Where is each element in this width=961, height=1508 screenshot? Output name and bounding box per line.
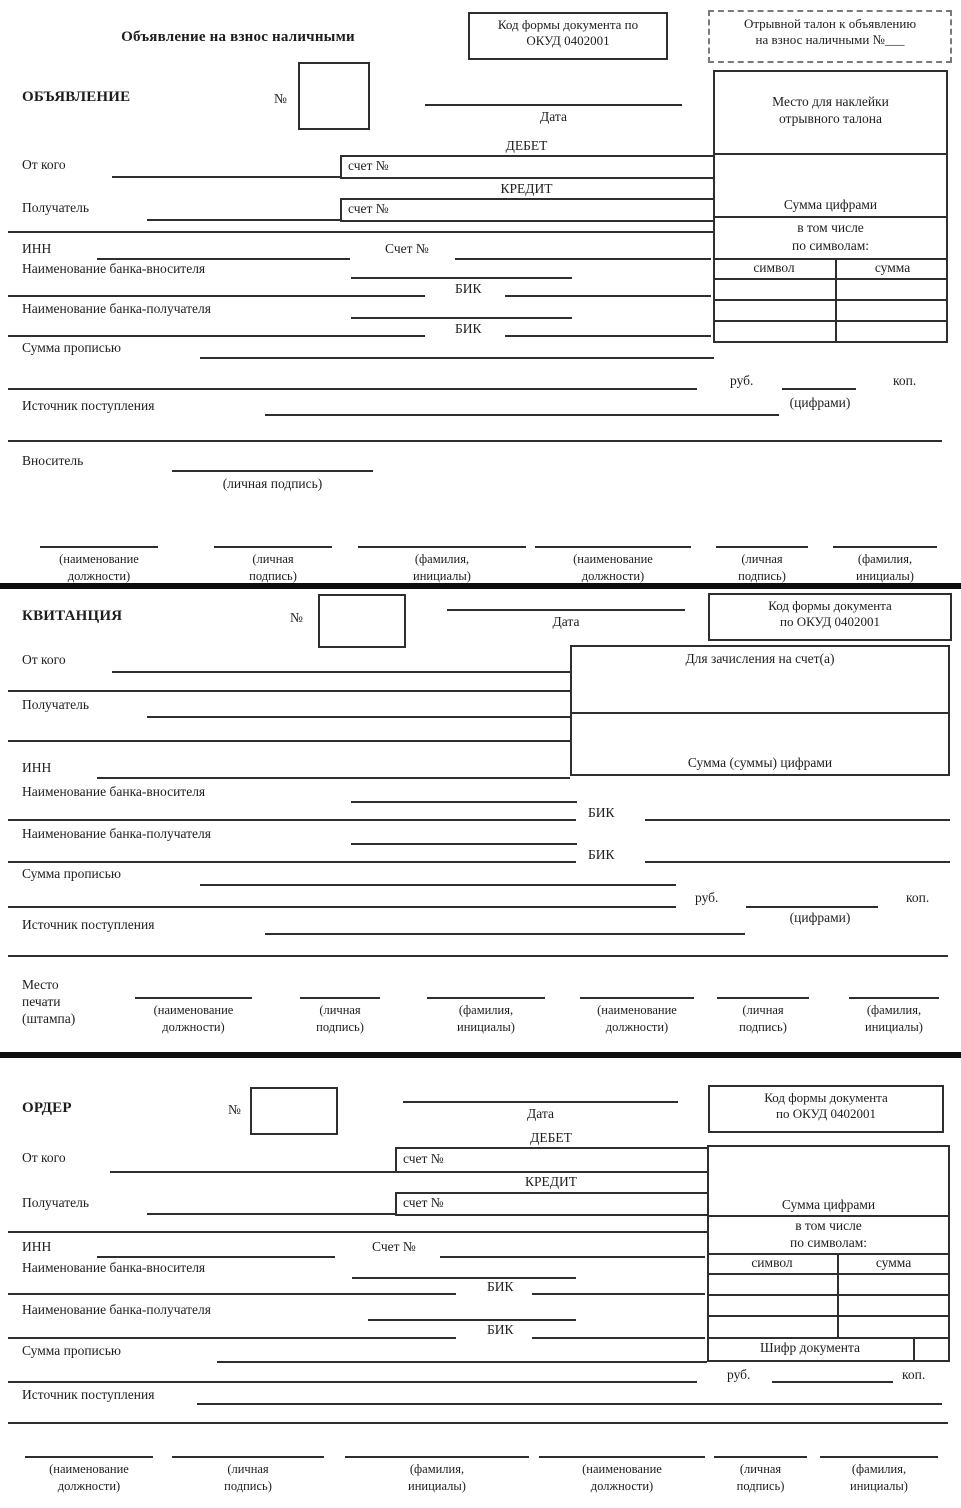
signature-line[interactable] [833,546,937,548]
announcement-inn-label: ИНН [22,241,52,256]
signature-line[interactable] [849,997,939,999]
signature-caption-position [539,1461,705,1495]
receipt-sum-words-label: Сумма прописью [22,866,122,881]
announcement-sum-header: сумма [874,260,911,275]
order-sum-words-line2[interactable] [8,1381,697,1383]
order-credit-account-label: счет № [403,1195,444,1210]
order-bik1-label: БИК [487,1279,514,1294]
caption-line: инициалы) [413,568,471,583]
order-account-uc-line[interactable] [440,1256,705,1258]
caption-line: (наименование [59,552,139,566]
receipt-rub-label: руб. [695,890,719,905]
caption-line: инициалы) [850,1478,908,1493]
order-source-label: Источник поступления [22,1387,155,1402]
sum-digits-cell[interactable] [572,714,948,752]
caption-line: подпись) [249,568,297,583]
order-okud-line2: по ОКУД 0402001 [775,1106,876,1121]
order-kopeks-line[interactable] [772,1381,893,1383]
order-account-uc-label: Счет № [372,1239,416,1254]
signature-line[interactable] [172,1456,324,1458]
announcement-recipient-line[interactable] [147,219,340,221]
announcement-credit-account-box[interactable] [340,198,715,222]
caption-line: (личная [227,1462,269,1476]
signature-caption-name [849,1002,939,1036]
receipt-source-label: Источник поступления [22,917,155,932]
announcement-sum-words-line[interactable] [200,357,714,359]
receipt-okud-line1: Код формы документа [768,598,892,613]
announcement-account-uc-line[interactable] [455,258,711,260]
announcement-source-line[interactable] [265,414,779,416]
receipt-bik2-label: БИК [588,847,615,862]
announcement-bank-recipient-line2[interactable] [8,335,425,337]
order-including-label: в том числе [795,1218,862,1233]
order-bank-recipient-line2[interactable] [8,1337,456,1339]
announcement-credit-account-label: счет № [348,201,389,216]
order-from-line[interactable] [110,1171,395,1173]
caption-line: должности) [581,568,645,583]
announcement-sum-words-line2[interactable] [8,388,697,390]
receipt-from-label: От кого [22,652,66,667]
signature-line[interactable] [820,1456,938,1458]
receipt-bik1-line[interactable] [645,819,950,821]
signature-line[interactable] [300,997,380,999]
receipt-number-box[interactable] [318,594,406,648]
announcement-bank-depositor-line2[interactable] [8,295,425,297]
receipt-okud-line2: по ОКУД 0402001 [779,614,880,629]
receipt-bik2-line[interactable] [645,861,950,863]
announcement-number-sign: № [274,91,287,106]
announcement-source-label: Источник поступления [22,398,155,413]
form-title: Объявление на взнос наличными [121,29,355,45]
signature-caption-name [427,1002,545,1036]
signature-line[interactable] [716,546,808,548]
signature-line[interactable] [25,1456,153,1458]
caption-line: инициалы) [856,568,914,583]
doc-cipher-cell[interactable] [915,1339,948,1360]
caption-line: должности) [605,1019,669,1034]
caption-line: (личная [739,1462,782,1476]
signature-caption-name [345,1461,529,1495]
announcement-including-label: в том числе [797,220,864,235]
credit-account-cell[interactable] [572,670,948,710]
table-divider [713,299,948,301]
order-rub-label: руб. [727,1367,751,1382]
caption-line: должности) [590,1478,654,1493]
order-credit-label: КРЕДИТ [525,1174,577,1189]
signature-line[interactable] [427,997,545,999]
signature-caption-name [358,551,526,585]
table-divider [707,1315,950,1317]
caption-line: (наименование [573,552,653,566]
okud-code-line2: ОКУД 0402001 [526,33,610,48]
receipt-bank-depositor-line[interactable] [351,801,577,803]
order-kop-label: коп. [902,1367,926,1382]
tearoff-talon-line1: Отрывной талон к объявлению [743,16,917,31]
section-separator [0,1052,961,1058]
section-rule [8,955,948,957]
order-number-box[interactable] [250,1087,338,1135]
announcement-bank-depositor-label: Наименование банка-вносителя [22,261,206,276]
announcement-by-symbols-label: по символам: [792,238,869,253]
receipt-recipient-line[interactable] [147,716,570,718]
symbol-cell[interactable] [709,1318,835,1334]
caption-line: (личная [742,1003,784,1017]
caption-line: (наименование [153,1003,234,1017]
sum-cell[interactable] [839,1318,948,1334]
announcement-kop-label: коп. [893,373,917,388]
sum-cell[interactable] [838,323,946,340]
signature-caption-position [40,551,158,585]
signature-line[interactable] [539,1456,705,1458]
section-rule [8,231,713,233]
caption-line: (фамилия, [866,1003,922,1017]
receipt-source-line[interactable] [265,933,745,935]
caption-line: (личная [741,552,783,566]
signature-caption-personal [717,1002,809,1036]
announcement-in-digits-note: (цифрами) [789,395,851,410]
signature-line[interactable] [40,546,158,548]
signature-line[interactable] [535,546,691,548]
caption-line: подпись) [736,1478,785,1493]
receipt-sum-words-line[interactable] [200,884,676,886]
order-title: ОРДЕР [22,1100,72,1116]
order-inn-line[interactable] [97,1256,335,1258]
announcement-sum-digits-label: Сумма цифрами [783,197,878,212]
receipt-bank-recipient-line[interactable] [351,843,577,845]
order-bank-depositor-label: Наименование банка-вносителя [22,1260,206,1275]
order-number-sign: № [228,1102,241,1117]
announcement-bik2-line[interactable] [505,335,711,337]
order-source-line[interactable] [197,1403,942,1405]
tearoff-talon-line2: на взнос наличными №___ [755,32,905,47]
announcement-from-label: От кого [22,157,66,172]
announcement-from-line[interactable] [112,176,340,178]
receipt-kop-label: коп. [906,890,930,905]
caption-line: (наименование [49,1462,129,1476]
signature-caption-position [535,551,691,585]
caption-line: должности) [67,568,131,583]
signature-caption-position [135,1002,252,1036]
receipt-sum-digits-label: Сумма (суммы) цифрами [687,755,833,770]
order-from-label: От кого [22,1150,66,1165]
receipt-date-line[interactable] [447,609,685,611]
signature-caption-name [833,551,937,585]
receipt-bank-recipient-label: Наименование банка-получателя [22,826,211,841]
sum-cell[interactable] [839,1297,948,1313]
section-rule [8,1422,948,1424]
signature-line[interactable] [135,997,252,999]
receipt-inn-label: ИНН [22,760,52,775]
order-sum-words-label: Сумма прописью [22,1343,122,1358]
order-bank-depositor-line2[interactable] [8,1293,456,1295]
announcement-debit-label: ДЕБЕТ [505,138,548,153]
sum-cell[interactable] [838,281,946,298]
announcement-bik1-line[interactable] [505,295,711,297]
announcement-date-line[interactable] [425,104,682,106]
announcement-account-uc-label: Счет № [385,241,429,256]
order-sum-header: сумма [875,1255,912,1270]
caption-line: подпись) [316,1019,364,1034]
receipt-bank-recipient-line2[interactable] [8,861,576,863]
signature-caption-personal [289,1002,391,1036]
caption-line: (фамилия, [857,552,913,566]
signature-line[interactable] [714,1456,807,1458]
announcement-bank-recipient-line[interactable] [351,317,572,319]
announcement-depositor-label: Вноситель [22,453,84,468]
receipt-stamp-place-line3: (штампа) [22,1011,76,1026]
caption-line: подпись) [224,1478,272,1493]
table-divider [707,1215,950,1217]
caption-line: должности) [162,1019,225,1034]
signature-caption-position [580,1002,694,1036]
order-okud-line1: Код формы документа [764,1090,888,1105]
caption-line: (фамилия, [851,1462,907,1476]
order-bank-recipient-line[interactable] [368,1319,576,1321]
announcement-bik1-label: БИК [455,281,482,296]
announcement-depositor-sign-line[interactable] [172,470,373,472]
caption-line: (фамилия, [458,1003,514,1017]
receipt-from-line[interactable] [112,671,570,673]
receipt-recipient-label: Получатель [22,697,90,712]
announcement-sum-words-label: Сумма прописью [22,340,122,355]
order-bik2-label: БИК [487,1322,514,1337]
section-rule [8,1231,707,1233]
order-bank-depositor-line[interactable] [352,1277,576,1279]
signature-caption-position [25,1461,153,1495]
caption-line: подпись) [739,1019,787,1034]
announcement-number-box[interactable] [298,62,370,130]
receipt-sum-words-line2[interactable] [8,906,676,908]
announcement-bik2-label: БИК [455,321,482,336]
caption-line: (личная [319,1003,361,1017]
sum-cell[interactable] [838,302,946,319]
announcement-recipient-label: Получатель [22,200,90,215]
caption-line: инициалы) [408,1478,466,1493]
order-sum-words-line[interactable] [217,1361,707,1363]
caption-line: инициалы) [865,1019,923,1034]
signature-caption-personal [716,551,808,585]
announcement-bank-recipient-label: Наименование банка-получателя [22,301,211,316]
announcement-personal-signature-note: (личная подпись) [222,476,323,491]
sum-cell[interactable] [839,1276,948,1292]
section-rule [8,440,942,442]
announcement-date-label: Дата [540,109,567,124]
order-recipient-line[interactable] [147,1213,395,1215]
receipt-bank-depositor-label: Наименование банка-вносителя [22,784,206,799]
symbol-cell[interactable] [709,1297,835,1313]
signature-line[interactable] [717,997,809,999]
receipt-credit-to-account-label: Для зачисления на счет(а) [685,651,835,666]
caption-line: (личная [252,552,294,566]
announcement-kopeks-line[interactable] [782,388,856,390]
signature-caption-personal [172,1461,324,1495]
symbol-cell[interactable] [709,1276,835,1292]
signature-line[interactable] [345,1456,529,1458]
announcement-credit-label: КРЕДИТ [500,181,553,196]
caption-line: (фамилия, [414,552,470,566]
announcement-inn-line[interactable] [97,258,350,260]
order-recipient-label: Получатель [22,1195,90,1210]
signature-line[interactable] [214,546,332,548]
receipt-date-label: Дата [552,614,580,629]
table-divider [713,320,948,322]
symbol-cell[interactable] [715,302,833,319]
section-separator [0,583,961,589]
receipt-kopeks-line[interactable] [746,906,878,908]
order-date-line[interactable] [403,1101,678,1103]
receipt-number-sign: № [290,610,303,625]
receipt-inn-line[interactable] [97,777,570,779]
announcement-debit-account-box[interactable] [340,155,715,179]
okud-code-line1: Код формы документа по [497,17,639,32]
caption-line: инициалы) [457,1019,515,1034]
announcement-debit-account-label: счет № [348,158,389,173]
receipt-stamp-place-line2: печати [22,994,61,1009]
caption-line: должности) [57,1478,121,1493]
caption-line: подпись) [738,568,786,583]
order-by-symbols-label: по символам: [790,1235,867,1250]
receipt-in-digits-note: (цифрами) [789,910,851,925]
announcement-rub-label: руб. [730,373,754,388]
signature-line[interactable] [580,997,694,999]
order-symbol-header: символ [751,1255,793,1270]
order-debit-label: ДЕБЕТ [530,1130,572,1145]
order-inn-label: ИНН [22,1239,52,1254]
caption-line: (наименование [582,1462,662,1476]
sticker-place-line1: Место для наклейки [772,94,889,109]
order-bank-recipient-label: Наименование банка-получателя [22,1302,211,1317]
order-sum-digits-label: Сумма цифрами [781,1197,876,1212]
caption-line: (наименование [597,1003,677,1017]
symbol-cell[interactable] [715,281,833,298]
announcement-title: ОБЪЯВЛЕНИЕ [22,89,131,105]
order-debit-account-label: счет № [403,1151,444,1166]
table-divider [707,1273,950,1275]
signature-caption-name [820,1461,938,1495]
table-divider [713,278,948,280]
table-divider [707,1294,950,1296]
caption-line: (фамилия, [409,1462,465,1476]
signature-caption-personal [214,551,332,585]
receipt-bik1-label: БИК [588,805,615,820]
order-doc-cipher-label: Шифр документа [759,1340,861,1355]
section-rule [8,690,570,692]
signature-line[interactable] [358,546,526,548]
announcement-bank-depositor-line[interactable] [351,277,572,279]
order-date-label: Дата [527,1106,554,1121]
sticker-place-line2: отрывного талона [778,111,882,126]
order-bik1-line[interactable] [532,1293,705,1295]
receipt-stamp-place-line1: Место [22,977,59,992]
table-divider [713,216,948,218]
order-bik2-line[interactable] [532,1337,705,1339]
signature-caption-personal [714,1461,807,1495]
receipt-title: КВИТАНЦИЯ [22,608,123,624]
announcement-symbol-header: символ [753,260,795,275]
section-rule [8,740,570,742]
symbol-cell[interactable] [715,323,833,340]
receipt-bank-depositor-line2[interactable] [8,819,576,821]
